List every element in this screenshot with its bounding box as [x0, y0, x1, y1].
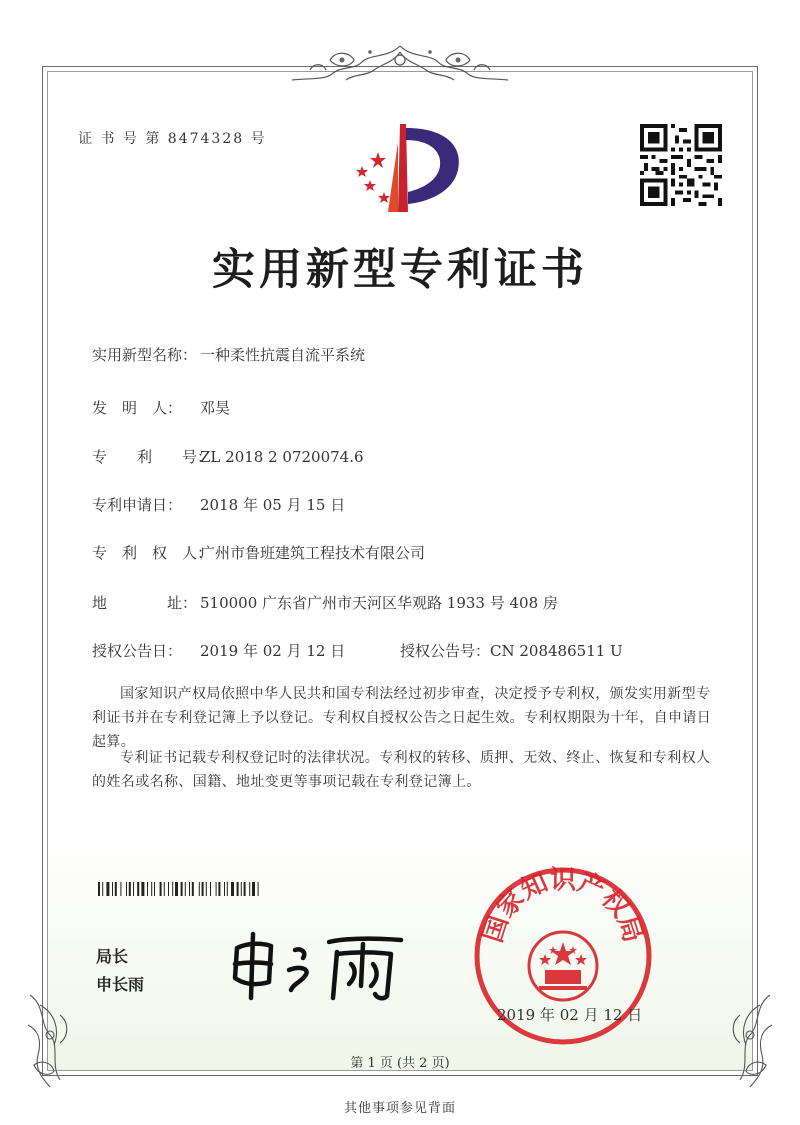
field-address: [92, 592, 558, 613]
field-inventor: [92, 397, 230, 418]
certificate-number: 证 书 号 第 8474328 号: [78, 131, 267, 147]
certificate-title: 实用新型专利证书: [212, 245, 588, 295]
seal-date: 2019 年 02 月 12 日: [497, 1006, 643, 1024]
field-value: 一种柔性抗震自流平系统: [200, 346, 366, 364]
svg-text:国家知识产权局: [478, 866, 648, 946]
cnipa-logo-icon: [338, 118, 468, 218]
field-label: 地 址：: [92, 594, 198, 612]
seal-text: 国家知识产权局: [478, 866, 648, 947]
field-value: 广州市鲁班建筑工程技术有限公司: [200, 544, 426, 562]
grant-date-label: 授权公告日：: [92, 642, 183, 660]
field-label: 实用新型名称：: [92, 346, 198, 364]
field-label: 发 明 人：: [92, 399, 183, 417]
top-ornament: [270, 40, 530, 86]
barcode-icon: [98, 882, 314, 896]
bottom-left-ornament: [20, 985, 100, 1095]
grant-number-value: CN 208486511 U: [490, 642, 623, 660]
field-patentee: [92, 542, 425, 563]
body-paragraph: 国家知识产权局依照中华人民共和国专利法经过初步审查，决定授予专利权，颁发实用新型专利证书并在专利登记簿上予以登记。专利权自授权公告之日起生效。专利权期限为十年，自申请日起算。: [92, 686, 712, 750]
field-label: 专 利 权 人：: [92, 544, 213, 562]
field-value: 510000 广东省广州市天河区华观路 1933 号 408 房: [200, 594, 558, 612]
body-paragraph: 专利证书记载专利权登记时的法律状况。专利权的转移、质押、无效、终止、恢复和专利权人的姓名或名称、国籍、地址变更等事项记载在专利登记簿上。: [92, 750, 711, 790]
field-patent-number: [92, 446, 364, 467]
field-utility-model-name: [92, 344, 365, 365]
field-grant: [92, 640, 623, 661]
field-application-date: [92, 494, 345, 515]
field-value: ZL 2018 2 0720074.6: [200, 448, 364, 466]
signatory-role: 局长: [96, 947, 129, 966]
signatory-name: 申长雨: [96, 975, 145, 994]
back-note: 其他事项参见背面: [343, 1101, 456, 1116]
field-label: 专 利 号：: [92, 448, 213, 466]
field-value: 2018 年 05 月 15 日: [200, 496, 346, 514]
grant-date-value: 2019 年 02 月 12 日: [200, 642, 346, 660]
qr-code-icon: [640, 124, 722, 206]
field-label: 专利申请日：: [92, 496, 183, 514]
grant-number-label: 授权公告号：: [400, 642, 491, 660]
page-number: 第 1 页 (共 2 页): [350, 1056, 450, 1071]
bottom-right-ornament: [700, 985, 780, 1095]
field-value: 邓昊: [200, 399, 231, 417]
signature-icon: [225, 926, 415, 1006]
